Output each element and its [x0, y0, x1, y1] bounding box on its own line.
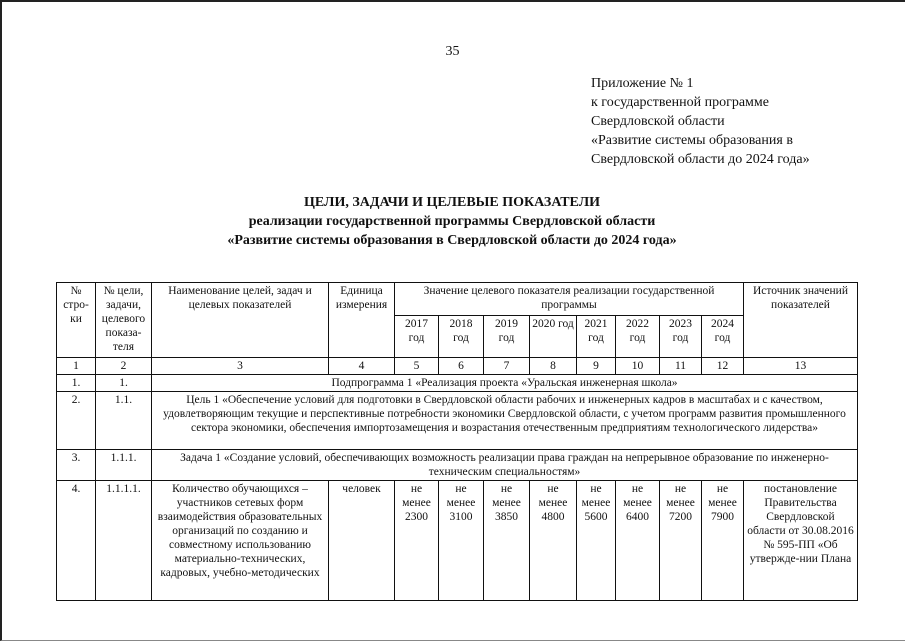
indicator-name: Количество обучающихся – участников сетевых форм взаимодействия образовательных организаций по созданию и совместному использованию материально-технических, кадровых, учебно-методических — [152, 481, 329, 601]
row-code: 1. — [96, 375, 152, 392]
col-number: 10 — [616, 358, 660, 375]
appendix-line: «Развитие системы образования в — [591, 133, 793, 148]
value-qualifier: не менее — [492, 483, 521, 509]
value-number: 7900 — [711, 511, 734, 523]
col-number: 12 — [702, 358, 744, 375]
header-year: 2023 год — [660, 316, 702, 358]
value-qualifier: не менее — [666, 483, 695, 509]
table-row — [57, 392, 858, 450]
appendix-line: Приложение № 1 — [591, 76, 694, 91]
value-qualifier: не менее — [623, 483, 652, 509]
col-number: 8 — [530, 358, 577, 375]
header-year: 2022 год — [616, 316, 660, 358]
value-number: 4800 — [541, 511, 565, 523]
value-qualifier: не менее — [581, 483, 611, 509]
indicator-value-2017 — [395, 481, 439, 601]
indicator-value-2023 — [660, 481, 702, 601]
header-row-no: № стро-ки — [57, 283, 96, 358]
table-row — [57, 450, 858, 481]
indicator-row — [57, 481, 858, 601]
title-line-2: реализации государственной программы Свердловской области — [248, 214, 656, 229]
header-year: 2018 год — [439, 316, 484, 358]
col-number: 9 — [577, 358, 616, 375]
appendix-line: Свердловской области до 2024 года» — [591, 152, 810, 167]
col-number: 3 — [152, 358, 329, 375]
value-number: 3100 — [449, 511, 473, 523]
row-number: 2. — [57, 392, 96, 450]
indicator-value-2024 — [702, 481, 744, 601]
value-qualifier: не менее — [402, 483, 431, 509]
row-code: 1.1. — [96, 392, 152, 450]
indicator-unit: человек — [329, 481, 395, 601]
task-text: Задача 1 «Создание условий, обеспечивающих возможность реализации права граждан на непрерывное образование по инженерно-техническим специальностям» — [152, 450, 858, 481]
appendix-block — [591, 74, 810, 169]
value-qualifier: не менее — [708, 483, 737, 509]
row-number: 3. — [57, 450, 96, 481]
goals-table — [56, 282, 858, 601]
col-number: 7 — [484, 358, 530, 375]
appendix-line: к государственной программе — [591, 95, 769, 110]
indicator-value-2019 — [484, 481, 530, 601]
column-number-row — [57, 358, 858, 375]
indicator-value-2020 — [530, 481, 577, 601]
value-number: 6400 — [626, 511, 649, 523]
indicator-source: постановление Правительства Свердловской области от 30.08.2016 № 595-ПП «Об утвержде-нии Плана — [744, 481, 858, 601]
row-number: 4. — [57, 481, 96, 601]
document-title — [0, 193, 904, 250]
value-number: 5600 — [584, 511, 608, 523]
value-number: 3850 — [495, 511, 518, 523]
header-year: 2019 год — [484, 316, 530, 358]
header-goal-no: № цели, задачи, целевого показа-теля — [96, 283, 152, 358]
appendix-line: Свердловской области — [591, 114, 725, 129]
value-number: 2300 — [405, 511, 428, 523]
indicator-value-2018 — [439, 481, 484, 601]
row-code: 1.1.1.1. — [96, 481, 152, 601]
col-number: 5 — [395, 358, 439, 375]
value-number: 7200 — [669, 511, 692, 523]
header-year: 2021 год — [577, 316, 616, 358]
col-number: 1 — [57, 358, 96, 375]
row-code: 1.1.1. — [96, 450, 152, 481]
header-name: Наименование целей, задач и целевых показателей — [152, 283, 329, 358]
indicator-value-2021 — [577, 481, 616, 601]
header-year: 2024 год — [702, 316, 744, 358]
value-qualifier: не менее — [446, 483, 476, 509]
table-row — [57, 375, 858, 392]
col-number: 13 — [744, 358, 858, 375]
col-number: 2 — [96, 358, 152, 375]
header-year: 2017 год — [395, 316, 439, 358]
value-qualifier: не менее — [538, 483, 568, 509]
header-unit: Единица измерения — [329, 283, 395, 358]
col-number: 6 — [439, 358, 484, 375]
page-number: 35 — [445, 44, 460, 59]
row-number: 1. — [57, 375, 96, 392]
title-line-3: «Развитие системы образования в Свердловской области до 2024 года» — [227, 233, 677, 248]
header-source: Источник значений показателей — [744, 283, 858, 358]
header-year: 2020 год — [530, 316, 577, 358]
header-values-group: Значение целевого показателя реализации государственной программы — [395, 283, 744, 316]
subprogram-text: Подпрограмма 1 «Реализация проекта «Уральская инженерная школа» — [152, 375, 858, 392]
goal-text: Цель 1 «Обеспечение условий для подготовки в Свердловской области рабочих и инженерных кадров в масштабах и с качеством, удовлетворяющим текущие и перспективные потребности экономики Свердловской области, с учетом программ развития промышленного сектора экономики, обеспечения импортозамещения и возрастания отечественным предприятиям технологического лидерства» — [152, 392, 858, 450]
indicator-value-2022 — [616, 481, 660, 601]
col-number: 11 — [660, 358, 702, 375]
col-number: 4 — [329, 358, 395, 375]
title-line-1: ЦЕЛИ, ЗАДАЧИ И ЦЕЛЕВЫЕ ПОКАЗАТЕЛИ — [303, 195, 601, 210]
